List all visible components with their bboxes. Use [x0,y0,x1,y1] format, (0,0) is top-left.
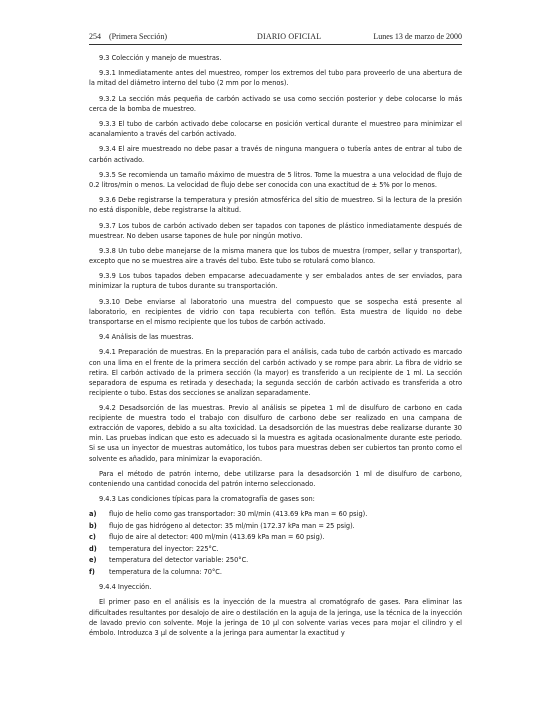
document-body [89,53,462,643]
paragraph: 9.3.7 Los tubos de carbón activado deben ser tapados con tapones de plástico inmediatamente después de muestrear. No deben usarse tapones de hule por ningún motivo. [89,221,462,240]
list-text: temperatura de la columna: 70°C. [109,567,222,576]
paragraph: Para el método de patrón interno, debe utilizarse para la desadsorción 1 ml de disulfuro de carbono, conteniendo una cantidad conocida del patrón interno seleccionado. [89,469,462,488]
list-marker: b) [89,521,97,530]
section-label: (Primera Sección) [109,32,167,41]
list-item [89,509,462,519]
paragraph: 9.4.4 Inyección. [99,583,152,592]
paragraph: 9.4.3 Las condiciones típicas para la cromatografía de gases son: [99,495,315,504]
list-text: temperatura del inyector: 225°C. [109,544,219,553]
header-left [89,32,167,41]
list-text: flujo de gas hidrógeno al detector: 35 ml/min (172.37 kPa man = 25 psig). [109,521,355,530]
list-item [89,544,462,554]
list-marker: c) [89,533,96,542]
paragraph: 9.4.1 Preparación de muestras. En la preparación para el análisis, cada tubo de carbón activado es marcado con una lima en el frente de la primera sección del carbón activado y se rompe para abrir. La fibra de vidrio se retira. El carbón activado de la primera sección (la mayor) es transferido a un recipiente de 1 ml. La sección separadora de espuma es retirada y desechada; la segunda sección de carbón activado es transferida a otro recipiente o tubo. Estas dos secciones se analizan separadamente. [89,348,462,397]
list-item [89,532,462,542]
paragraph: 9.4.2 Desadsorción de las muestras. Previo al análisis se pipetea 1 ml de disulfuro de carbono en cada recipiente de muestra todo el trabajo con disulfuro de carbono debe ser realizado en una campana de extracción de vapores, debido a su alta toxicidad. La desadsorción de las muestras debe realizarse durante 30 min. Las pruebas indican que esto es adecuado si la muestra es agitada ocasionalmente durante este periodo. Si se usa un inyector de muestras automático, los tubos para muestras deben ser cubiertos tan pronto como el solvente es añadido, para minimizar la evaporación. [89,404,462,463]
list-item [89,567,462,577]
publication-name: DIARIO OFICIAL [257,32,322,41]
page-header [89,32,462,45]
list-item [89,555,462,565]
list-marker: e) [89,556,97,565]
list-text: flujo de helio como gas transportador: 30 ml/min (413.69 kPa man = 60 psig). [109,510,368,519]
paragraph: 9.3.5 Se recomienda un tamaño máximo de muestra de 5 litros. Tome la muestra a una velocidad de flujo de 0.2 litros/min o menos. La velocidad de flujo debe ser conocida con una exactitud de ± 5% por lo menos. [89,170,462,189]
paragraph: 9.3.2 La sección más pequeña de carbón activado se usa como sección posterior y debe colocarse lo más cerca de la bomba de muestreo. [89,94,462,113]
paragraph: 9.3.1 Inmediatamente antes del muestreo, romper los extremos del tubo para proveerlo de una abertura de la mitad del diámetro interno del tubo (2 mm por lo menos). [89,69,462,88]
paragraph: 9.3.3 El tubo de carbón activado debe colocarse en posición vertical durante el muestreo para minimizar el acanalamiento a través del carbón activado. [89,120,462,139]
list-text: flujo de aire al detector: 400 ml/min (413.69 kPa man = 60 psig). [109,533,325,542]
paragraph: El primer paso en el análisis es la inyección de la muestra al cromatógrafo de gases. Para eliminar las dificultades resultantes por desalojo de aire o destilación en la aguja de la jeringa, use la técnica de la inyección de lavado previo con solvente. Moje la jeringa de 10 µl con solvente varias veces para mojar el cilindro y el émbolo. Introduzca 3 µl de solvente a la jeringa para aumentar la exactitud y [89,598,462,637]
paragraph: 9.3.4 El aire muestreado no debe pasar a través de ninguna manguera o tubería antes de entrar al tubo de carbón activado. [89,145,462,164]
paragraph: 9.4 Análisis de las muestras. [99,333,194,342]
paragraph: 9.3.9 Los tubos tapados deben empacarse adecuadamente y ser embalados antes de ser enviados, para minimizar la ruptura de tubos durante su transportación. [89,272,462,291]
list-marker: d) [89,544,97,553]
paragraph: 9.3.10 Debe enviarse al laboratorio una muestra del compuesto que se sospecha está presente al laboratorio, en recipientes de vidrio con tapa recubierta con teflón. Esta muestra de líquido no debe transportarse en el mismo recipiente que los tubos de carbón activado. [89,297,462,326]
paragraph: 9.3 Colección y manejo de muestras. [99,54,222,62]
paragraph: 9.3.6 Debe registrarse la temperatura y presión atmosférica del sitio de muestreo. Si la lectura de la presión no está disponible, debe registrarse la altitud. [89,196,462,215]
publication-date: Lunes 13 de marzo de 2000 [373,32,462,41]
conditions-list [89,509,462,577]
list-marker: a) [89,510,97,519]
list-item [89,521,462,531]
page-number: 254 [89,32,101,41]
paragraph: 9.3.8 Un tubo debe manejarse de la misma manera que los tubos de muestra (romper, sellar y transportar), excepto que no se muestrea aire a través del tubo. Este tubo se rotulará como blanco. [89,246,462,265]
list-text: temperatura del detector variable: 250°C. [109,556,249,565]
list-marker: f) [89,567,95,576]
